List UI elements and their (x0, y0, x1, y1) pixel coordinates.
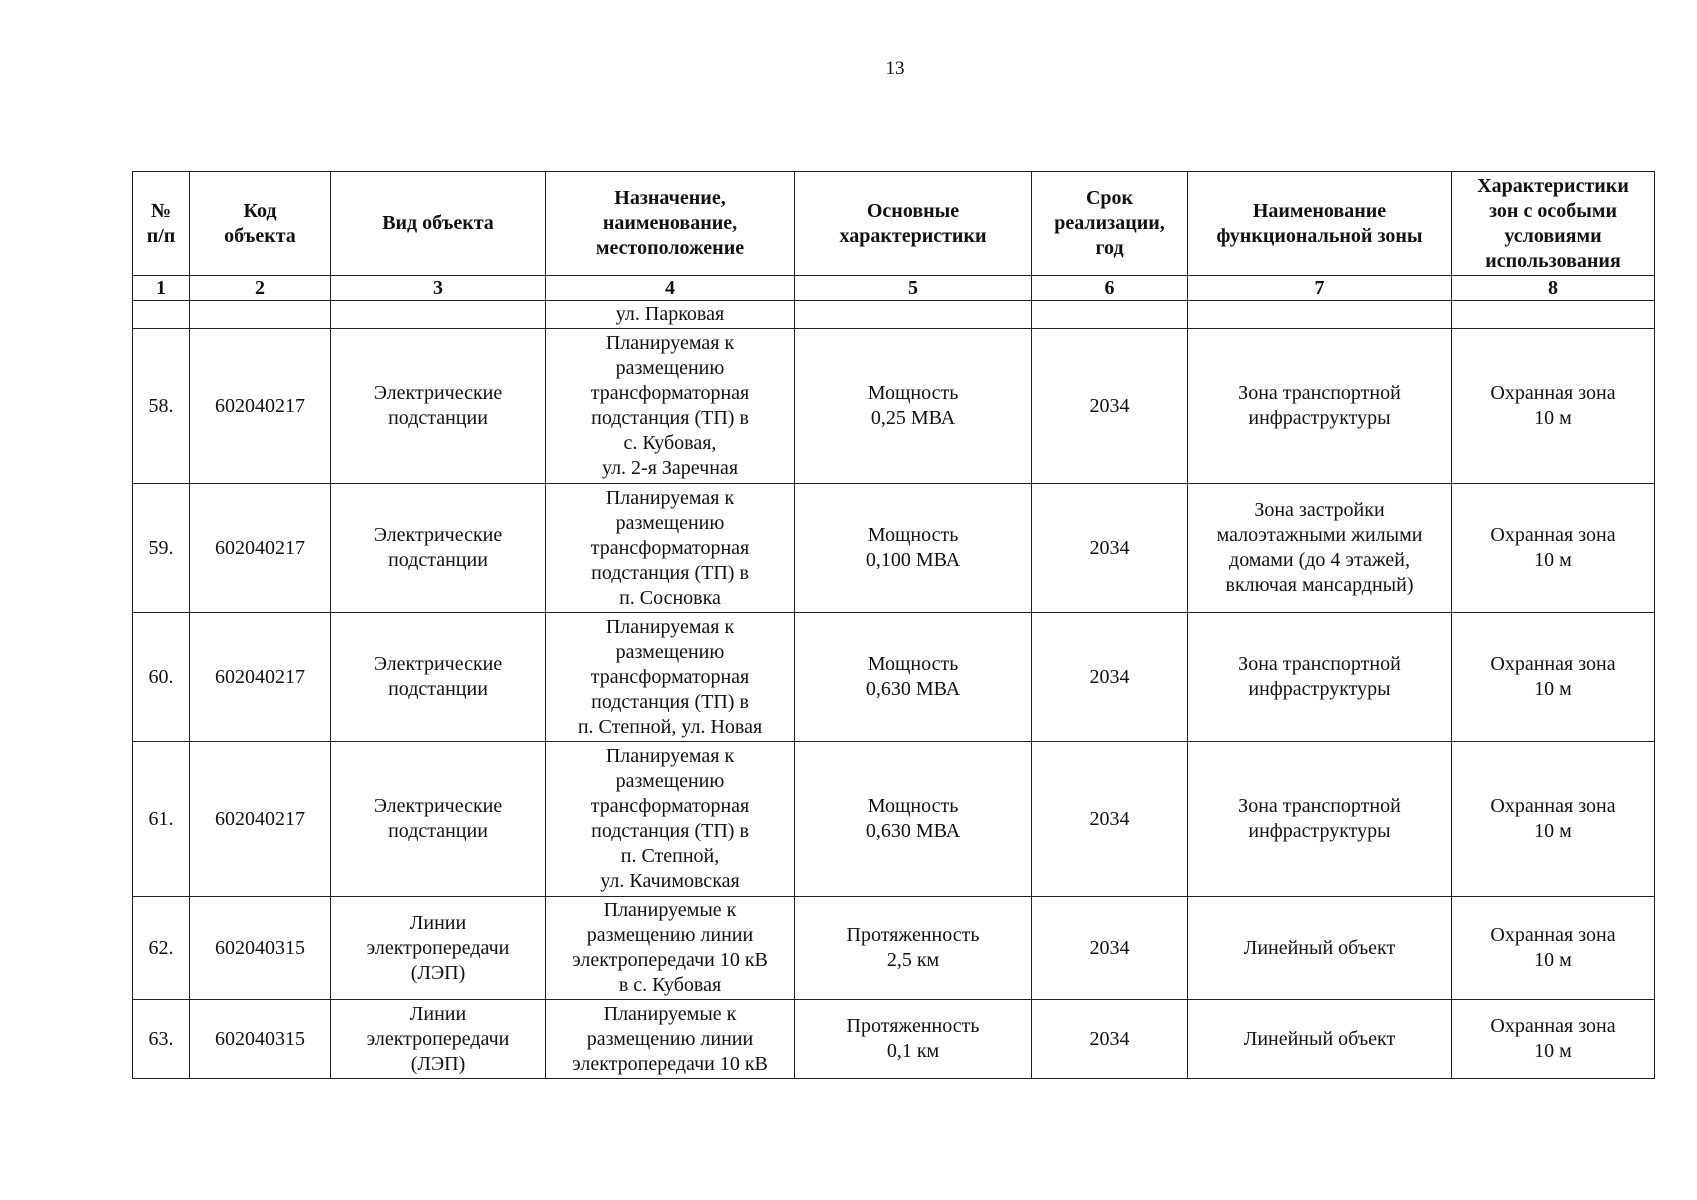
planned-objects-table (132, 171, 1655, 1079)
table-cell: ул. Парковая (546, 301, 795, 329)
object-code: 602040217 (190, 329, 331, 484)
header-num: № п/п (133, 172, 190, 276)
object-type: Электрические подстанции (331, 329, 546, 484)
header-type: Вид объекта (331, 172, 546, 276)
table-cell (1032, 301, 1188, 329)
column-number: 8 (1452, 276, 1655, 301)
table-row (133, 613, 1655, 742)
table-row (133, 897, 1655, 1000)
column-number: 3 (331, 276, 546, 301)
header-characteristics: Основные характеристики (795, 172, 1032, 276)
object-name-location: Планируемые к размещению линии электропередачи 10 кВ в с. Кубовая (546, 897, 795, 1000)
object-type: Электрические подстанции (331, 613, 546, 742)
implementation-year: 2034 (1032, 742, 1188, 897)
object-name-location: Планируемая к размещению трансформаторная подстанция (ТП) в с. Кубовая, ул. 2-я Заречная (546, 329, 795, 484)
functional-zone: Линейный объект (1188, 1000, 1452, 1079)
special-zone: Охранная зона 10 м (1452, 742, 1655, 897)
column-number: 1 (133, 276, 190, 301)
object-name-location: Планируемые к размещению линии электропередачи 10 кВ (546, 1000, 795, 1079)
table-cell (133, 301, 190, 329)
column-number-row (133, 276, 1655, 301)
header-zone: Наименование функциональной зоны (1188, 172, 1452, 276)
table-row (133, 484, 1655, 613)
table-cell (190, 301, 331, 329)
object-characteristics: Мощность 0,25 МВА (795, 329, 1032, 484)
row-number: 58. (133, 329, 190, 484)
object-characteristics: Мощность 0,100 МВА (795, 484, 1032, 613)
object-name-location: Планируемая к размещению трансформаторная подстанция (ТП) в п. Степной, ул. Новая (546, 613, 795, 742)
row-number: 62. (133, 897, 190, 1000)
implementation-year: 2034 (1032, 1000, 1188, 1079)
table-cell (795, 301, 1032, 329)
row-number: 59. (133, 484, 190, 613)
column-number: 7 (1188, 276, 1452, 301)
object-code: 602040315 (190, 897, 331, 1000)
object-name-location: Планируемая к размещению трансформаторная подстанция (ТП) в п. Сосновка (546, 484, 795, 613)
functional-zone: Зона транспортной инфраструктуры (1188, 329, 1452, 484)
column-number: 4 (546, 276, 795, 301)
special-zone: Охранная зона 10 м (1452, 1000, 1655, 1079)
functional-zone: Зона транспортной инфраструктуры (1188, 613, 1452, 742)
object-code: 602040315 (190, 1000, 331, 1079)
table-cell (331, 301, 546, 329)
functional-zone: Зона застройки малоэтажными жилыми домами (до 4 этажей, включая мансардный) (1188, 484, 1452, 613)
special-zone: Охранная зона 10 м (1452, 329, 1655, 484)
object-code: 602040217 (190, 742, 331, 897)
header-name: Назначение, наименование, местоположение (546, 172, 795, 276)
functional-zone: Зона транспортной инфраструктуры (1188, 742, 1452, 897)
continuation-row (133, 301, 1655, 329)
table-row (133, 742, 1655, 897)
page-number: 13 (885, 58, 905, 79)
object-characteristics: Мощность 0,630 МВА (795, 613, 1032, 742)
column-number: 2 (190, 276, 331, 301)
special-zone: Охранная зона 10 м (1452, 613, 1655, 742)
implementation-year: 2034 (1032, 329, 1188, 484)
object-characteristics: Протяженность 0,1 км (795, 1000, 1032, 1079)
table-cell (1188, 301, 1452, 329)
object-type: Линии электропередачи (ЛЭП) (331, 897, 546, 1000)
table-row (133, 1000, 1655, 1079)
implementation-year: 2034 (1032, 613, 1188, 742)
special-zone: Охранная зона 10 м (1452, 484, 1655, 613)
table-row (133, 329, 1655, 484)
header-special-zone: Характеристики зон с особыми условиями использования (1452, 172, 1655, 276)
header-year: Срок реализации, год (1032, 172, 1188, 276)
object-name-location: Планируемая к размещению трансформаторная подстанция (ТП) в п. Степной, ул. Качимовская (546, 742, 795, 897)
column-number: 6 (1032, 276, 1188, 301)
object-code: 602040217 (190, 484, 331, 613)
row-number: 63. (133, 1000, 190, 1079)
header-row (133, 172, 1655, 276)
special-zone: Охранная зона 10 м (1452, 897, 1655, 1000)
object-characteristics: Протяженность 2,5 км (795, 897, 1032, 1000)
object-type: Электрические подстанции (331, 742, 546, 897)
row-number: 61. (133, 742, 190, 897)
implementation-year: 2034 (1032, 897, 1188, 1000)
object-code: 602040217 (190, 613, 331, 742)
object-characteristics: Мощность 0,630 МВА (795, 742, 1032, 897)
header-code: Код объекта (190, 172, 331, 276)
row-number: 60. (133, 613, 190, 742)
object-type: Линии электропередачи (ЛЭП) (331, 1000, 546, 1079)
column-number: 5 (795, 276, 1032, 301)
object-type: Электрические подстанции (331, 484, 546, 613)
functional-zone: Линейный объект (1188, 897, 1452, 1000)
table-cell (1452, 301, 1655, 329)
implementation-year: 2034 (1032, 484, 1188, 613)
